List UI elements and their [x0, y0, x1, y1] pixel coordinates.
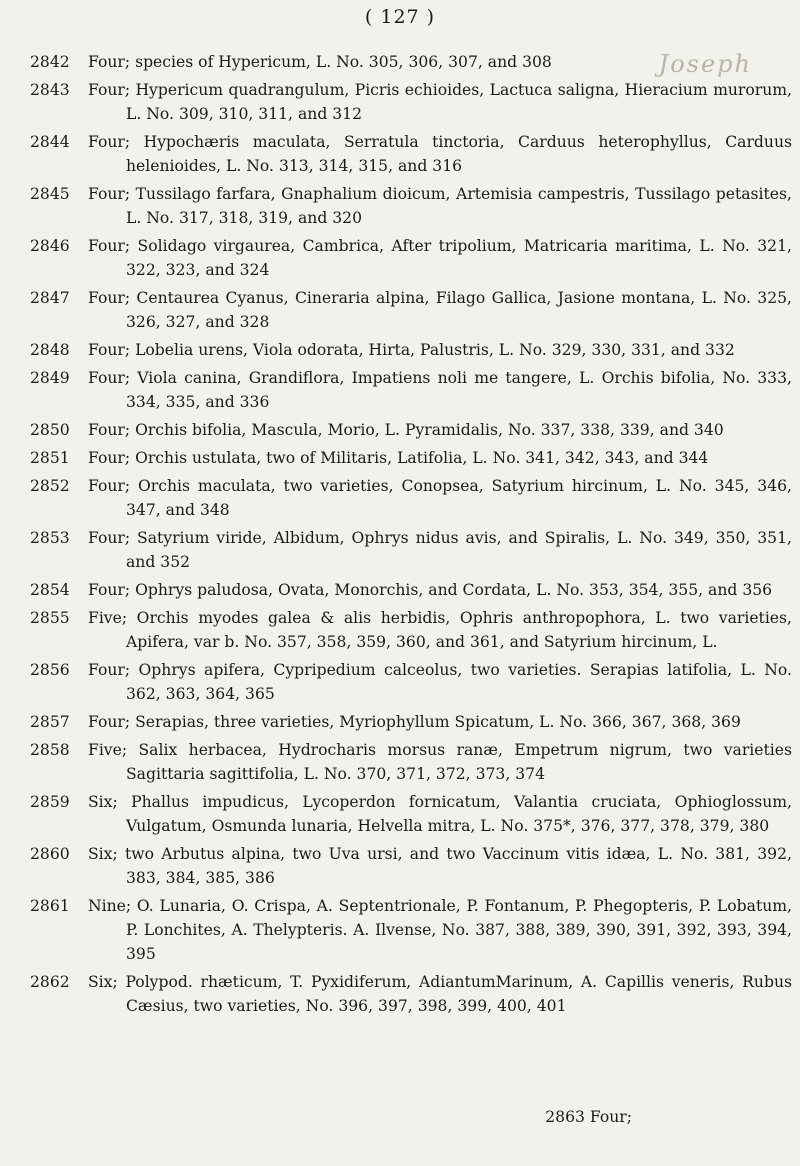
lot-number: 2850 — [30, 421, 70, 439]
catalogue-entry — [12, 286, 792, 334]
lot-number: 2842 — [30, 53, 70, 71]
handwritten-signature: Joseph — [658, 50, 752, 78]
catalogue-entry — [12, 526, 792, 574]
catalogue-entry — [12, 182, 792, 230]
lot-description: Four; Orchis maculata, two varieties, Conopsea, Satyrium hircinum, L. No. 345, 346, 347, and 348 — [88, 477, 792, 519]
lot-description: Five; Orchis myodes galea & alis herbidis, Ophris anthropophora, L. two varieties, Apifera, var b. No. 357, 358, 359, 360, and 361, and Satyrium hircinum, L. — [88, 609, 792, 651]
lot-description: Six; Polypod. rhæticum, T. Pyxidiferum, AdiantumMarinum, A. Capillis veneris, Rubus Cæsius, two varieties, No. 396, 397, 398, 399, 400, 401 — [88, 973, 792, 1015]
lot-description: Four; Viola canina, Grandiflora, Impatiens noli me tangere, L. Orchis bifolia, No. 333, 334, 335, and 336 — [88, 369, 792, 411]
catalogue-entry — [12, 474, 792, 522]
lot-description: Six; two Arbutus alpina, two Uva ursi, and two Vaccinum vitis idæa, L. No. 381, 392, 383, 384, 385, 386 — [88, 845, 792, 887]
lot-description: Four; species of Hypericum, L. No. 305, 306, 307, and 308 — [88, 53, 552, 71]
catalogue-entry — [12, 842, 792, 890]
lot-number: 2862 — [30, 973, 70, 991]
lot-number: 2852 — [30, 477, 70, 495]
lot-number: 2861 — [30, 897, 70, 915]
catalogue-entry — [12, 446, 792, 470]
lot-number: 2857 — [30, 713, 70, 731]
catalogue-entry — [12, 78, 792, 126]
lot-description: Four; Hypericum quadrangulum, Picris echioides, Lactuca saligna, Hieracium murorum, L. No. 309, 310, 311, and 312 — [88, 81, 792, 123]
lot-number: 2851 — [30, 449, 70, 467]
catalogue-entry — [12, 894, 792, 966]
catalogue-entry — [12, 606, 792, 654]
lot-description: Four; Ophrys apifera, Cypripedium calceolus, two varieties. Serapias latifolia, L. No. 362, 363, 364, 365 — [88, 661, 792, 703]
catalogue-entry — [12, 970, 792, 1018]
lot-number: 2849 — [30, 369, 70, 387]
lot-description: Four; Serapias, three varieties, Myriophyllum Spicatum, L. No. 366, 367, 368, 369 — [88, 713, 741, 731]
lot-number: 2854 — [30, 581, 70, 599]
lot-number: 2846 — [30, 237, 70, 255]
lot-description: Four; Centaurea Cyanus, Cineraria alpina, Filago Gallica, Jasione montana, L. No. 325, 326, 327, and 328 — [88, 289, 792, 331]
catalogue-entries — [12, 50, 792, 1022]
catalogue-entry — [12, 234, 792, 282]
catalogue-entry — [12, 338, 792, 362]
catalogue-entry — [12, 130, 792, 178]
lot-number: 2859 — [30, 793, 70, 811]
catalogue-entry — [12, 418, 792, 442]
lot-description: Four; Solidago virgaurea, Cambrica, After tripolium, Matricaria maritima, L. No. 321, 322, 323, and 324 — [88, 237, 792, 279]
lot-description: Four; Orchis ustulata, two of Militaris, Latifolia, L. No. 341, 342, 343, and 344 — [88, 449, 709, 467]
lot-description: Four; Orchis bifolia, Mascula, Morio, L. Pyramidalis, No. 337, 338, 339, and 340 — [88, 421, 724, 439]
catalogue-entry — [12, 738, 792, 786]
lot-number: 2843 — [30, 81, 70, 99]
catalogue-entry — [12, 658, 792, 706]
lot-number: 2844 — [30, 133, 70, 151]
lot-description: Six; Phallus impudicus, Lycoperdon fornicatum, Valantia cruciata, Ophioglossum, Vulgatum, Osmunda lunaria, Helvella mitra, L. No. 375*, 376, 377, 378, 379, 380 — [88, 793, 792, 835]
lot-number: 2860 — [30, 845, 70, 863]
lot-number: 2845 — [30, 185, 70, 203]
catalogue-entry — [12, 710, 792, 734]
lot-number: 2847 — [30, 289, 70, 307]
page-number: ( 127 ) — [364, 6, 436, 28]
lot-description: Four; Ophrys paludosa, Ovata, Monorchis, and Cordata, L. No. 353, 354, 355, and 356 — [88, 581, 773, 599]
catalogue-entry — [12, 366, 792, 414]
lot-description: Four; Hypochæris maculata, Serratula tinctoria, Carduus heterophyllus, Carduus helenioides, L. No. 313, 314, 315, and 316 — [88, 133, 792, 175]
lot-description: Four; Lobelia urens, Viola odorata, Hirta, Palustris, L. No. 329, 330, 331, and 332 — [88, 341, 735, 359]
lot-number: 2853 — [30, 529, 70, 547]
lot-number: 2856 — [30, 661, 70, 679]
catchword: 2863 Four; — [545, 1108, 632, 1126]
lot-number: 2848 — [30, 341, 70, 359]
catalogue-entry — [12, 578, 792, 602]
catalogue-entry — [12, 790, 792, 838]
catalogue-entry — [12, 50, 792, 74]
lot-description: Four; Satyrium viride, Albidum, Ophrys nidus avis, and Spiralis, L. No. 349, 350, 351, and 352 — [88, 529, 792, 571]
lot-description: Nine; O. Lunaria, O. Crispa, A. Septentrionale, P. Fontanum, P. Phegopteris, P. Lobatum, P. Lonchites, A. Thelypteris. A. Ilvense, No. 387, 388, 389, 390, 391, 392, 393, 394, 395 — [88, 897, 792, 963]
lot-number: 2858 — [30, 741, 70, 759]
lot-number: 2855 — [30, 609, 70, 627]
lot-description: Four; Tussilago farfara, Gnaphalium dioicum, Artemisia campestris, Tussilago petasites, L. No. 317, 318, 319, and 320 — [88, 185, 792, 227]
lot-description: Five; Salix herbacea, Hydrocharis morsus ranæ, Empetrum nigrum, two varieties Sagittaria sagittifolia, L. No. 370, 371, 372, 373, 374 — [88, 741, 792, 783]
